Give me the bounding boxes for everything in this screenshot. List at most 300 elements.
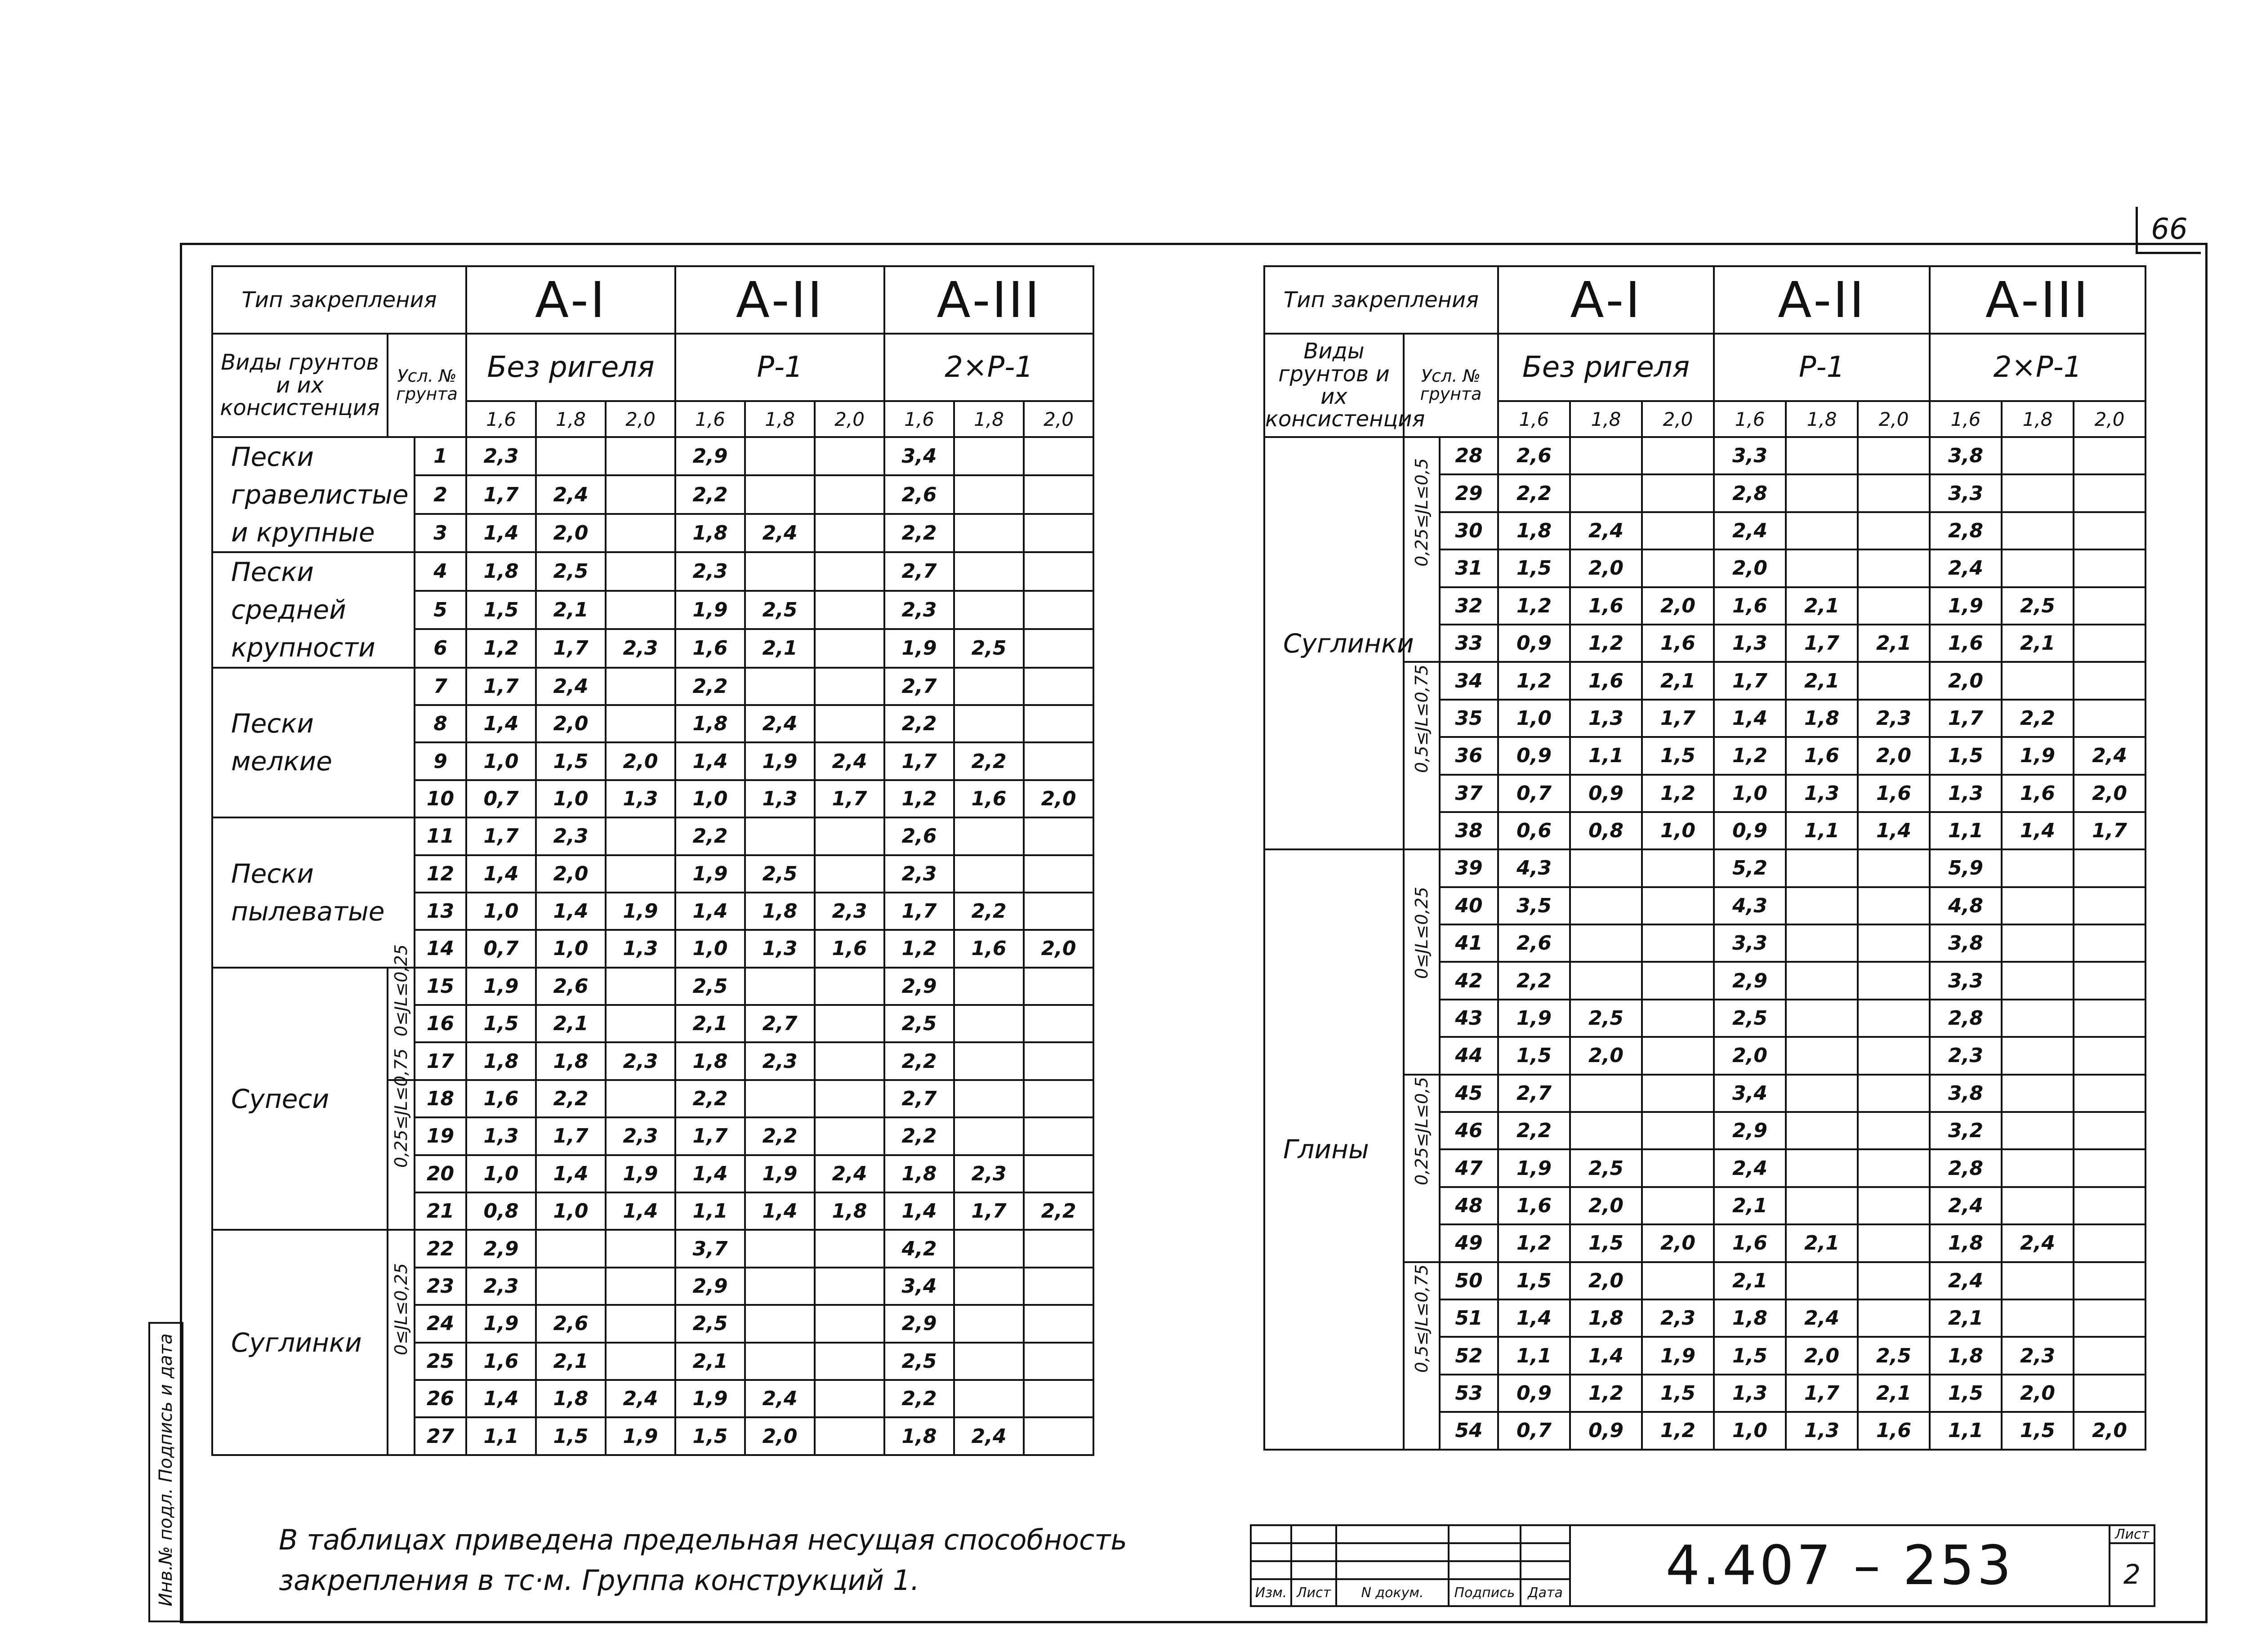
capacity-value xyxy=(2074,887,2145,924)
variant-no-beam: Без ригеля xyxy=(1498,334,1714,401)
capacity-value: 3,3 xyxy=(1714,924,1786,962)
capacity-value xyxy=(2002,849,2074,887)
stamp-label: Подпись xyxy=(1449,1579,1521,1606)
capacity-value: 2,0 xyxy=(1024,930,1093,967)
capacity-value: 1,8 xyxy=(1786,700,1858,737)
capacity-value: 1,5 xyxy=(466,1005,536,1042)
capacity-value: 2,2 xyxy=(884,1380,954,1417)
capacity-value xyxy=(1024,1380,1093,1417)
capacity-value xyxy=(536,1268,606,1305)
capacity-value: 1,9 xyxy=(2002,737,2074,774)
capacity-value: 2,5 xyxy=(954,629,1024,667)
capacity-value: 2,1 xyxy=(1714,1187,1786,1224)
soil-number: 45 xyxy=(1440,1075,1498,1112)
capacity-value xyxy=(1786,1037,1858,1074)
soil-number: 40 xyxy=(1440,887,1498,924)
soil-number: 2 xyxy=(415,475,466,513)
col-head: 2,0 xyxy=(1858,401,1930,437)
capacity-value: 2,0 xyxy=(536,705,606,742)
capacity-value: 5,2 xyxy=(1714,849,1786,887)
stamp-cell xyxy=(1291,1543,1336,1561)
capacity-value xyxy=(1858,512,1930,549)
capacity-value: 3,8 xyxy=(1930,1075,2002,1112)
capacity-value xyxy=(1024,475,1093,513)
soil-number: 24 xyxy=(415,1305,466,1342)
soil-number: 35 xyxy=(1440,700,1498,737)
col-head: 1,8 xyxy=(1570,401,1642,437)
capacity-value: 2,2 xyxy=(884,1042,954,1080)
capacity-value xyxy=(2002,512,2074,549)
soil-number: 37 xyxy=(1440,775,1498,812)
capacity-value xyxy=(606,514,675,552)
capacity-value xyxy=(954,1380,1024,1417)
capacity-value xyxy=(745,1343,815,1380)
capacity-value: 1,6 xyxy=(675,629,745,667)
capacity-value: 1,4 xyxy=(536,893,606,930)
capacity-value: 1,8 xyxy=(745,893,815,930)
capacity-value: 1,6 xyxy=(1858,775,1930,812)
capacity-value xyxy=(1786,962,1858,999)
capacity-value xyxy=(1642,474,1714,512)
capacity-value: 3,5 xyxy=(1498,887,1570,924)
capacity-value: 2,6 xyxy=(884,475,954,513)
capacity-value xyxy=(1858,549,1930,587)
capacity-value: 2,1 xyxy=(675,1343,745,1380)
title-block xyxy=(1250,1524,2155,1607)
capacity-value: 2,4 xyxy=(1714,1149,1786,1187)
consistency-label: 0,5≤JL≤0,75 xyxy=(1412,1264,1432,1373)
soil-number: 30 xyxy=(1440,512,1498,549)
capacity-value: 0,7 xyxy=(466,930,536,967)
capacity-value xyxy=(2074,1262,2145,1299)
capacity-value: 2,9 xyxy=(1714,1112,1786,1149)
capacity-value: 2,3 xyxy=(675,552,745,590)
table-note: В таблицах приведена предельная несущая способность закрепления в тс·м. Группа конструкций 1. xyxy=(279,1523,1127,1597)
capacity-value xyxy=(954,1005,1024,1042)
capacity-value: 1,6 xyxy=(466,1343,536,1380)
table-row xyxy=(212,668,1093,705)
capacity-value xyxy=(1858,924,1930,962)
capacity-value: 1,7 xyxy=(1642,700,1714,737)
capacity-value: 0,8 xyxy=(1570,812,1642,849)
capacity-value: 1,6 xyxy=(1642,625,1714,662)
capacity-value: 2,4 xyxy=(1786,1299,1858,1337)
col-head: 1,8 xyxy=(954,401,1024,437)
capacity-value: 2,4 xyxy=(536,475,606,513)
capacity-value: 2,8 xyxy=(1930,1000,2002,1037)
soil-number: 49 xyxy=(1440,1224,1498,1262)
capacity-value: 0,6 xyxy=(1498,812,1570,849)
stamp-cell xyxy=(1251,1543,1291,1561)
capacity-value: 1,4 xyxy=(1714,700,1786,737)
col-head: 2,0 xyxy=(1642,401,1714,437)
soil-number: 52 xyxy=(1440,1337,1498,1374)
capacity-value: 2,1 xyxy=(536,1005,606,1042)
capacity-value xyxy=(1642,924,1714,962)
capacity-value xyxy=(2074,662,2145,699)
capacity-value xyxy=(1642,849,1714,887)
capacity-value: 2,2 xyxy=(675,668,745,705)
capacity-value: 2,8 xyxy=(1930,1149,2002,1187)
capacity-value: 1,2 xyxy=(1714,737,1786,774)
capacity-value: 1,2 xyxy=(1570,625,1642,662)
consistency-label: 0,25≤JL≤0,5 xyxy=(1412,458,1432,567)
capacity-value xyxy=(1858,437,1930,474)
capacity-value xyxy=(954,1268,1024,1305)
capacity-value: 2,4 xyxy=(745,514,815,552)
soil-header: Виды грунтов и их консистенция xyxy=(212,334,388,437)
stamp-cell xyxy=(1291,1561,1336,1579)
capacity-value xyxy=(1858,962,1930,999)
capacity-value: 2,4 xyxy=(954,1417,1024,1455)
capacity-value: 2,1 xyxy=(1786,662,1858,699)
capacity-value: 0,9 xyxy=(1498,1375,1570,1412)
capacity-value: 1,8 xyxy=(675,514,745,552)
soil-number: 13 xyxy=(415,893,466,930)
capacity-value: 2,5 xyxy=(675,1305,745,1342)
capacity-value: 2,9 xyxy=(675,437,745,475)
capacity-value xyxy=(1024,1343,1093,1380)
capacity-value xyxy=(2074,625,2145,662)
capacity-value: 3,4 xyxy=(884,1268,954,1305)
capacity-value: 1,0 xyxy=(536,780,606,817)
capacity-value: 2,9 xyxy=(1714,962,1786,999)
capacity-value xyxy=(1024,968,1093,1005)
capacity-value: 2,5 xyxy=(536,552,606,590)
soil-number: 3 xyxy=(415,514,466,552)
capacity-value: 3,3 xyxy=(1714,437,1786,474)
capacity-value: 5,9 xyxy=(1930,849,2002,887)
capacity-value xyxy=(815,855,884,893)
capacity-value xyxy=(1786,437,1858,474)
capacity-value: 0,7 xyxy=(1498,1412,1570,1449)
capacity-value: 1,9 xyxy=(1642,1337,1714,1374)
capacity-value: 1,8 xyxy=(1570,1299,1642,1337)
capacity-value xyxy=(1570,474,1642,512)
capacity-value xyxy=(954,514,1024,552)
soil-number: 11 xyxy=(415,817,466,855)
capacity-value: 1,3 xyxy=(1714,1375,1786,1412)
capacity-value: 0,7 xyxy=(1498,775,1570,812)
capacity-value: 2,2 xyxy=(884,514,954,552)
capacity-value: 2,5 xyxy=(1858,1337,1930,1374)
col-head: 2,0 xyxy=(1024,401,1093,437)
capacity-value xyxy=(2002,962,2074,999)
capacity-value: 0,7 xyxy=(466,780,536,817)
capacity-value xyxy=(815,1005,884,1042)
capacity-value xyxy=(606,1080,675,1117)
capacity-value: 2,0 xyxy=(1570,1037,1642,1074)
capacity-value: 1,0 xyxy=(1642,812,1714,849)
table-row xyxy=(212,968,1093,1005)
capacity-value xyxy=(2074,1075,2145,1112)
capacity-value: 2,1 xyxy=(675,1005,745,1042)
capacity-value: 2,3 xyxy=(745,1042,815,1080)
capacity-value xyxy=(2002,1112,2074,1149)
capacity-value xyxy=(2002,1262,2074,1299)
capacity-value xyxy=(1642,1112,1714,1149)
capacity-value xyxy=(954,1305,1024,1342)
capacity-value xyxy=(1024,817,1093,855)
consistency-label: 0,25≤JL≤0,5 xyxy=(1412,1077,1432,1186)
variant-p1: Р-1 xyxy=(675,334,884,401)
capacity-value xyxy=(1024,1417,1093,1455)
capacity-value xyxy=(1024,1268,1093,1305)
soil-number: 33 xyxy=(1440,625,1498,662)
capacity-value xyxy=(606,855,675,893)
capacity-value: 2,4 xyxy=(745,1380,815,1417)
capacity-value xyxy=(606,968,675,1005)
capacity-value: 4,8 xyxy=(1930,887,2002,924)
capacity-value: 1,9 xyxy=(675,591,745,629)
capacity-value xyxy=(606,1268,675,1305)
soil-type: Суглинки xyxy=(212,1230,388,1455)
capacity-value: 1,8 xyxy=(536,1380,606,1417)
capacity-value xyxy=(2074,924,2145,962)
capacity-value xyxy=(954,705,1024,742)
capacity-value xyxy=(2074,1375,2145,1412)
capacity-value: 2,3 xyxy=(606,1117,675,1155)
capacity-value xyxy=(815,629,884,667)
capacity-value: 1,1 xyxy=(675,1192,745,1230)
col-head: 1,8 xyxy=(745,401,815,437)
soil-number: 7 xyxy=(415,668,466,705)
soil-type: Пески гравелистые и крупные xyxy=(212,437,415,552)
capacity-value: 2,4 xyxy=(1930,549,2002,587)
capacity-value: 2,5 xyxy=(745,855,815,893)
capacity-value xyxy=(954,475,1024,513)
capacity-value: 1,4 xyxy=(1498,1299,1570,1337)
capacity-value: 1,6 xyxy=(815,930,884,967)
capacity-value: 0,8 xyxy=(466,1192,536,1230)
capacity-value xyxy=(1024,668,1093,705)
soil-number: 6 xyxy=(415,629,466,667)
capacity-value: 1,7 xyxy=(466,668,536,705)
capacity-value: 2,3 xyxy=(606,629,675,667)
capacity-value xyxy=(2002,1037,2074,1074)
capacity-value xyxy=(606,705,675,742)
capacity-value: 1,7 xyxy=(884,893,954,930)
capacity-value: 1,4 xyxy=(675,742,745,780)
capacity-value: 1,5 xyxy=(1498,1037,1570,1074)
col-head: 1,8 xyxy=(536,401,606,437)
capacity-value: 2,3 xyxy=(606,1042,675,1080)
capacity-value: 3,7 xyxy=(675,1230,745,1267)
capacity-value xyxy=(2002,1000,2074,1037)
capacity-value xyxy=(2074,849,2145,887)
variant-2p1: 2×Р-1 xyxy=(1930,334,2145,401)
table-row xyxy=(212,1230,1093,1267)
capacity-value: 1,4 xyxy=(1858,812,1930,849)
page-number: 66 xyxy=(2136,207,2201,254)
capacity-value xyxy=(1786,1075,1858,1112)
capacity-value xyxy=(1786,1000,1858,1037)
capacity-value: 2,1 xyxy=(1858,1375,1930,1412)
capacity-value: 2,0 xyxy=(1858,737,1930,774)
capacity-value: 1,2 xyxy=(884,930,954,967)
capacity-value: 1,7 xyxy=(815,780,884,817)
capacity-value: 1,7 xyxy=(1930,700,2002,737)
stamp-cell xyxy=(1336,1561,1449,1579)
capacity-value xyxy=(606,1005,675,1042)
capacity-value: 2,4 xyxy=(815,1155,884,1192)
left-table xyxy=(211,265,1094,1456)
capacity-value xyxy=(815,1343,884,1380)
capacity-value xyxy=(745,552,815,590)
capacity-value xyxy=(1570,924,1642,962)
capacity-value: 2,1 xyxy=(1786,587,1858,625)
soil-number: 54 xyxy=(1440,1412,1498,1449)
num-header: Усл. № грунта xyxy=(388,334,466,437)
capacity-value: 2,2 xyxy=(1498,474,1570,512)
capacity-value xyxy=(1786,1262,1858,1299)
capacity-value xyxy=(606,437,675,475)
capacity-value xyxy=(1024,1080,1093,1117)
capacity-value: 1,2 xyxy=(1498,1224,1570,1262)
soil-header: Виды грунтов и их консистенция xyxy=(1264,334,1404,437)
capacity-value: 2,2 xyxy=(884,1117,954,1155)
capacity-value xyxy=(1786,1187,1858,1224)
capacity-value: 2,3 xyxy=(954,1155,1024,1192)
capacity-value: 1,8 xyxy=(884,1417,954,1455)
capacity-value xyxy=(1642,1262,1714,1299)
capacity-value: 1,3 xyxy=(745,930,815,967)
capacity-value: 1,0 xyxy=(466,893,536,930)
capacity-value: 1,2 xyxy=(884,780,954,817)
capacity-value: 1,4 xyxy=(675,893,745,930)
consistency-range xyxy=(388,1048,415,1230)
capacity-value xyxy=(1858,1187,1930,1224)
soil-number: 9 xyxy=(415,742,466,780)
capacity-value: 2,6 xyxy=(884,817,954,855)
soil-number: 20 xyxy=(415,1155,466,1192)
capacity-value xyxy=(954,1343,1024,1380)
capacity-value xyxy=(1024,705,1093,742)
capacity-value: 1,1 xyxy=(466,1417,536,1455)
capacity-value: 2,3 xyxy=(466,437,536,475)
table-row xyxy=(212,552,1093,590)
stamp-cell xyxy=(1251,1561,1291,1579)
soil-type: Пески мелкие xyxy=(212,668,415,818)
soil-number: 36 xyxy=(1440,737,1498,774)
capacity-value xyxy=(2002,549,2074,587)
capacity-value: 1,3 xyxy=(1786,775,1858,812)
capacity-value: 2,1 xyxy=(2002,625,2074,662)
capacity-value: 2,0 xyxy=(2074,1412,2145,1449)
capacity-value: 2,1 xyxy=(1642,662,1714,699)
capacity-value xyxy=(1858,1075,1930,1112)
capacity-value: 1,2 xyxy=(466,629,536,667)
capacity-value: 2,4 xyxy=(2074,737,2145,774)
capacity-value: 2,2 xyxy=(884,705,954,742)
capacity-value xyxy=(1858,887,1930,924)
capacity-value: 1,3 xyxy=(606,780,675,817)
capacity-value xyxy=(1642,1000,1714,1037)
capacity-value: 1,7 xyxy=(2074,812,2145,849)
capacity-value: 2,3 xyxy=(884,591,954,629)
capacity-value xyxy=(1570,437,1642,474)
capacity-value: 1,8 xyxy=(1714,1299,1786,1337)
capacity-value: 1,3 xyxy=(745,780,815,817)
capacity-value: 1,4 xyxy=(536,1155,606,1192)
soil-number: 44 xyxy=(1440,1037,1498,1074)
capacity-value: 1,7 xyxy=(466,475,536,513)
capacity-value: 0,9 xyxy=(1570,1412,1642,1449)
capacity-value: 2,5 xyxy=(1570,1149,1642,1187)
capacity-value: 2,7 xyxy=(745,1005,815,1042)
capacity-value xyxy=(2074,962,2145,999)
capacity-value xyxy=(1858,587,1930,625)
capacity-value: 2,9 xyxy=(884,968,954,1005)
sheet-label: Лист xyxy=(2110,1525,2154,1543)
capacity-value: 1,1 xyxy=(1786,812,1858,849)
capacity-value: 2,0 xyxy=(1930,662,2002,699)
type-header: Тип закрепления xyxy=(212,266,466,334)
capacity-value xyxy=(815,437,884,475)
capacity-value xyxy=(815,1305,884,1342)
col-head: 1,6 xyxy=(884,401,954,437)
consistency-range xyxy=(1404,1075,1440,1262)
capacity-value: 2,3 xyxy=(1930,1037,2002,1074)
capacity-value: 1,9 xyxy=(1930,587,2002,625)
capacity-value: 1,6 xyxy=(1858,1412,1930,1449)
capacity-value: 1,6 xyxy=(1570,587,1642,625)
capacity-value: 1,9 xyxy=(884,629,954,667)
col-head: 1,6 xyxy=(466,401,536,437)
capacity-value xyxy=(745,1305,815,1342)
capacity-value xyxy=(815,968,884,1005)
capacity-value: 1,5 xyxy=(536,742,606,780)
capacity-value xyxy=(2074,1337,2145,1374)
capacity-value: 1,6 xyxy=(1714,587,1786,625)
soil-number: 50 xyxy=(1440,1262,1498,1299)
stamp-label: Дата xyxy=(1521,1579,1570,1606)
capacity-value: 0,9 xyxy=(1714,812,1786,849)
capacity-value: 2,0 xyxy=(1570,1262,1642,1299)
capacity-value: 0,9 xyxy=(1570,775,1642,812)
soil-number: 23 xyxy=(415,1268,466,1305)
col-head: 1,8 xyxy=(1786,401,1858,437)
capacity-value: 1,6 xyxy=(954,780,1024,817)
capacity-value: 2,0 xyxy=(1714,549,1786,587)
capacity-value xyxy=(1858,1037,1930,1074)
capacity-value: 1,6 xyxy=(954,930,1024,967)
capacity-value xyxy=(2074,587,2145,625)
soil-number: 25 xyxy=(415,1343,466,1380)
capacity-value: 2,4 xyxy=(536,668,606,705)
stamp-cell xyxy=(1336,1525,1449,1543)
stamp-cell xyxy=(1336,1543,1449,1561)
capacity-value: 1,8 xyxy=(536,1042,606,1080)
capacity-value xyxy=(1858,1224,1930,1262)
capacity-value xyxy=(1642,549,1714,587)
col-head: 2,0 xyxy=(2074,401,2145,437)
consistency-range xyxy=(1404,662,1440,849)
capacity-value: 2,4 xyxy=(745,705,815,742)
soil-number: 51 xyxy=(1440,1299,1498,1337)
sheet-number: 2 xyxy=(2110,1543,2154,1606)
capacity-value: 2,3 xyxy=(536,817,606,855)
capacity-value xyxy=(1642,437,1714,474)
soil-number: 14 xyxy=(415,930,466,967)
capacity-value: 1,7 xyxy=(954,1192,1024,1230)
soil-number: 18 xyxy=(415,1080,466,1117)
capacity-value xyxy=(606,591,675,629)
soil-number: 15 xyxy=(415,968,466,1005)
consistency-label: 0,5≤JL≤0,75 xyxy=(1412,664,1432,773)
capacity-value: 1,8 xyxy=(1930,1224,2002,1262)
capacity-value: 1,4 xyxy=(675,1155,745,1192)
